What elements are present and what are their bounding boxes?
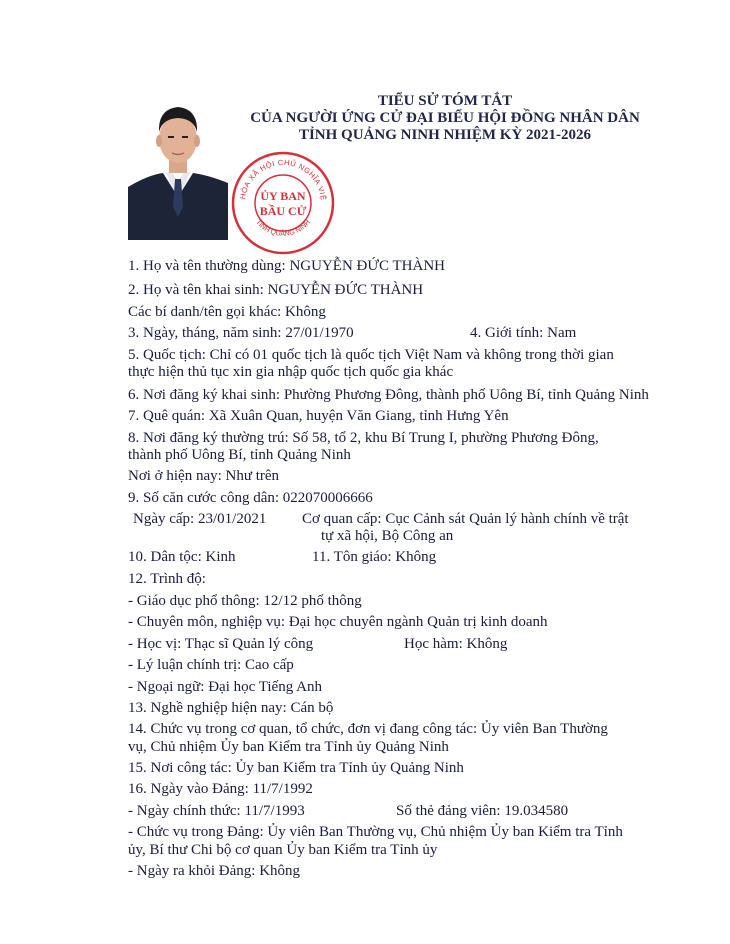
field-ethnicity: [128, 548, 235, 566]
field-value: Kinh: [205, 549, 236, 565]
candidate-photo: [128, 87, 228, 240]
field-nationality-line-2: thực hiện thủ tục xin gia nhập quốc tịch quốc gia khác: [128, 364, 454, 380]
field-workplace: 15. Nơi công tác: Ủy ban Kiểm tra Tỉnh ủy Quảng Ninh: [128, 760, 464, 776]
field-label: 11. Tôn giáo:: [312, 549, 392, 565]
field-party-position-line-1: - Chức vụ trong Đảng: Ủy viên Ban Thường vụ, Chủ nhiệm Ủy ban Kiểm tra Tỉnh: [128, 824, 623, 840]
field-label: - Chuyên môn, nghiệp vụ: Đại học: [128, 614, 336, 630]
field-academic-title: Học hàm: Không: [404, 636, 508, 652]
field-party-join-date: [128, 780, 313, 798]
field-hometown: [128, 407, 509, 425]
field-issuer-line-1: Cơ quan cấp: Cục Cảnh sát Quản lý hành chính về trật: [302, 511, 629, 527]
field-nationality-line-1: 5. Quốc tịch: Chỉ có 01 quốc tịch là quốc tịch Việt Nam và không trong thời gian: [128, 347, 614, 363]
field-label: 9. Số căn cước công dân:: [128, 490, 280, 506]
field-permanent-address-line-1: 8. Nơi đăng ký thường trú: Số 58, tổ 2, khu Bí Trung I, phường Phương Đông,: [128, 430, 599, 446]
field-party-card: [396, 802, 568, 820]
field-label: 2. Họ và tên khai sinh:: [128, 282, 264, 298]
field-value: Quản trị kinh doanh: [427, 614, 548, 630]
field-label: Các bí danh/tên gọi khác:: [128, 304, 282, 320]
field-label: - Ngày chính thức:: [128, 803, 241, 819]
field-value: 27/01/1970: [285, 325, 354, 341]
field-value: 11/7/1992: [252, 781, 313, 797]
title-line-2: CỦA NGƯỜI ỨNG CỬ ĐẠI BIỂU HỘI ĐỒNG NHÂN DÂN: [250, 110, 640, 126]
field-permanent-address-line-2: thành phố Uông Bí, tỉnh Quảng Ninh: [128, 447, 351, 463]
field-current-residence: Nơi ở hiện nay: Như trên: [128, 468, 280, 484]
field-value: Không: [395, 549, 437, 565]
title-line-3: TỈNH QUẢNG NINH NHIỆM KỲ 2021-2026: [298, 127, 592, 143]
field-leave-party: [128, 862, 300, 880]
field-foreign-language: - Ngoại ngữ: Đại học Tiếng Anh: [128, 679, 322, 695]
field-value: 23/01/2021: [197, 511, 267, 527]
field-value: Xã Xuân Quan, huyện Văn Giang, tỉnh Hưng Yên: [208, 408, 509, 424]
field-profession: [128, 613, 548, 631]
field-label: 10. Dân tộc:: [128, 549, 202, 565]
field-label: 7. Quê quán:: [128, 408, 206, 424]
field-political-theory: - Lý luận chính trị: Cao cấp: [128, 657, 294, 673]
field-gender: [470, 324, 576, 342]
field-label: Số thẻ đảng viên:: [396, 803, 501, 819]
field-label: 1. Họ và tên thường dùng:: [128, 258, 286, 274]
field-value: NGUYỄN ĐỨC THÀNH: [289, 258, 445, 274]
field-value: NGUYỄN ĐỨC THÀNH: [267, 282, 424, 298]
stamp-ring-text: HÒA XÃ HỘI CHỦ NGHĨA VIỆ: [238, 157, 328, 202]
field-official-date: [128, 802, 305, 820]
stamp-bottom-text: TỈNH QUẢNG NINH: [254, 218, 312, 238]
field-value: Không: [285, 304, 326, 320]
stamp-center-line-1: ỦY BAN: [260, 189, 306, 203]
field-common-name: [128, 257, 445, 275]
field-position-line-2: vụ, Chủ nhiệm Ủy ban Kiểm tra Tỉnh ủy Quảng Ninh: [128, 739, 449, 755]
field-value: 11/7/1993: [244, 803, 305, 819]
field-label: Ngày cấp:: [133, 511, 195, 527]
field-religion: [312, 548, 436, 566]
field-position-line-1: 14. Chức vụ trong cơ quan, tổ chức, đơn vị đang công tác: Ủy viên Ban Thường: [128, 721, 608, 737]
field-issuer-line-2: tự xã hội, Bộ Công an: [321, 528, 454, 544]
field-label: 16. Ngày vào Đảng:: [128, 781, 249, 797]
field-party-position-line-2: ủy, Bí thư Chi bộ cơ quan Ủy ban Kiểm tra Tỉnh ủy: [128, 842, 438, 858]
title-line-1: TIỂU SỬ TÓM TẮT: [377, 93, 513, 109]
field-occupation: 13. Nghề nghiệp hiện nay: Cán bộ: [128, 700, 334, 716]
field-general-education: - Giáo dục phổ thông: 12/12 phổ thông: [128, 593, 362, 609]
field-degree: - Học vị: Thạc sĩ Quản lý công: [128, 636, 314, 652]
field-alias: [128, 303, 326, 321]
field-label: 3. Ngày, tháng, năm sinh:: [128, 325, 282, 341]
election-committee-stamp: [228, 148, 338, 258]
field-value: Không: [259, 863, 301, 879]
field-label: - Ngày ra khỏi Đảng:: [128, 863, 256, 879]
field-birth-date: [128, 324, 354, 342]
field-birth-registration: 6. Nơi đăng ký khai sinh: Phường Phương Đông, thành phố Uông Bí, tỉnh Quảng Ninh: [128, 387, 649, 403]
stamp-center-line-2: BẦU CỬ: [259, 204, 307, 218]
field-value: 022070006666: [282, 490, 373, 506]
field-birth-name: [128, 281, 423, 299]
field-issue-date: [133, 510, 266, 528]
field-label: chuyên ngành: [339, 614, 424, 630]
field-label: 4. Giới tính:: [470, 325, 544, 341]
field-value: 19.034580: [504, 803, 569, 819]
field-id-number: [128, 489, 373, 507]
field-value: Nam: [547, 325, 577, 341]
field-education-heading: 12. Trình độ:: [128, 571, 206, 587]
